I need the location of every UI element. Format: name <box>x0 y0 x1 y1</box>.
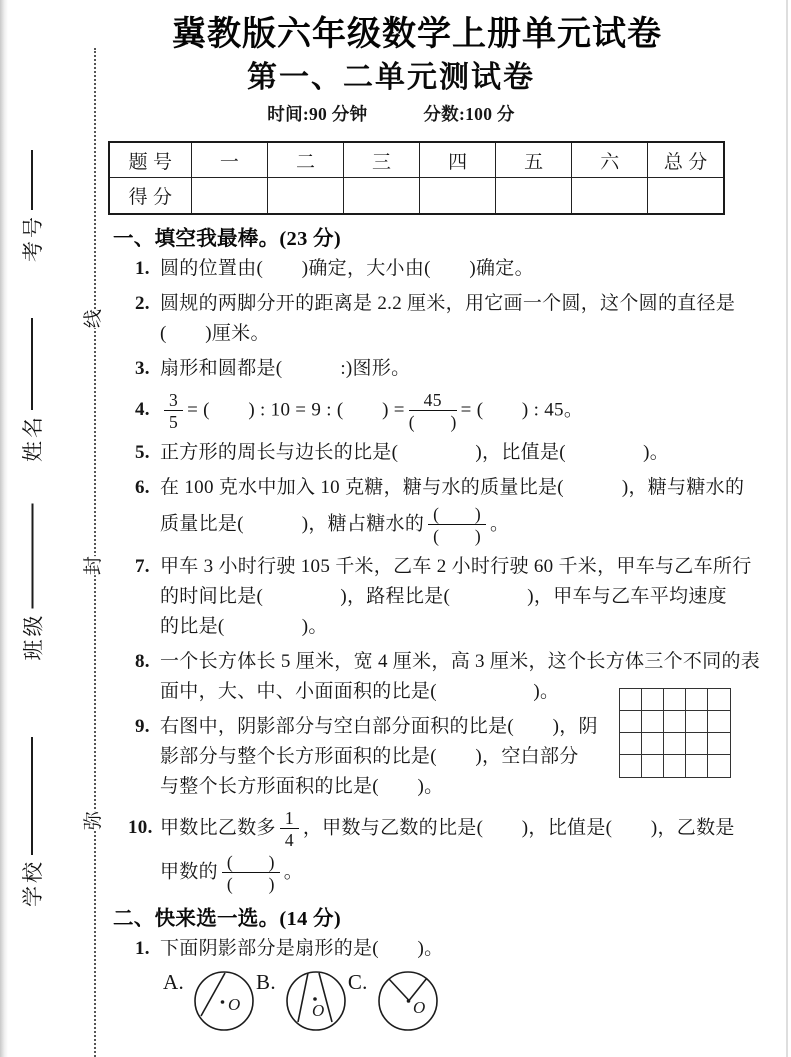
question-number: 3. <box>135 358 150 379</box>
score-col-header: 二 <box>268 142 344 178</box>
question-text: 面中，大、中、小面面积的比是( )。 <box>160 681 560 702</box>
question-line <box>135 934 749 964</box>
seal-char-3: 弥 <box>83 810 105 831</box>
score-cell <box>572 178 648 215</box>
section-2-heading: 二、快来选一选。(14 分) <box>113 908 341 930</box>
option-a-label: A. <box>163 970 185 994</box>
grid-cell <box>642 733 664 755</box>
fraction-denominator: ( ) <box>433 526 482 546</box>
answer-options-row <box>113 969 749 1033</box>
question-number: 8. <box>135 651 150 672</box>
question-text: 在 100 克水中加入 10 克糖，糖与水的质量比是( )，糖与糖水的 <box>160 477 745 498</box>
center-letter-c: O <box>412 998 426 1017</box>
grid-cell <box>708 733 730 755</box>
question-text: = ( ) : 45。 <box>460 399 584 421</box>
margin-field-4 <box>15 737 49 907</box>
score-cell <box>648 178 724 215</box>
margin-field-label: 姓名 <box>21 414 45 462</box>
question-text: 圆的位置由( )确定，大小由( )确定。 <box>160 258 534 279</box>
score-col-header: 六 <box>572 142 648 178</box>
question-text: 甲数的 <box>160 861 218 883</box>
question-line <box>160 612 749 642</box>
option-a <box>163 969 256 1033</box>
option-b <box>256 969 348 1033</box>
fraction <box>222 852 280 894</box>
question <box>113 934 749 964</box>
page-title: 冀教版六年级数学上册单元试卷 <box>172 14 662 54</box>
score-table-corner-label: 题 号 <box>109 142 192 178</box>
grid-cell <box>620 755 642 777</box>
question-number: 2. <box>135 293 150 314</box>
score-col-header: 总 分 <box>648 142 724 178</box>
margin-field-3 <box>15 504 49 661</box>
question-text: 右图中，阴影部分与空白部分面积的比是( )，阴 <box>160 716 598 737</box>
question-text: 下面阴影部分是扇形的是( )。 <box>160 938 444 959</box>
grid-cell <box>708 755 730 777</box>
margin-field-blank-line <box>31 150 33 210</box>
question <box>113 438 749 468</box>
grid-cell <box>664 733 686 755</box>
grid-cell <box>686 711 708 733</box>
question-text: 的时间比是( )，路程比是( )，甲车与乙车平均速度 <box>160 586 727 607</box>
question <box>113 289 749 349</box>
fraction <box>164 390 183 432</box>
margin-field-blank-line <box>31 737 33 855</box>
question-number: 5. <box>135 442 150 463</box>
question-line <box>135 354 749 384</box>
option-c-label: C. <box>347 970 368 994</box>
question-number: 6. <box>135 477 150 498</box>
grid-cell <box>664 689 686 711</box>
margin-field-1 <box>15 150 49 262</box>
seal-char-1: 线 <box>83 308 105 329</box>
section-2-questions <box>113 934 749 964</box>
score-table-score-row <box>109 178 724 215</box>
fraction-denominator: 5 <box>169 412 179 432</box>
score-cell <box>420 178 496 215</box>
question-line <box>160 503 749 547</box>
margin-field-2 <box>15 318 49 462</box>
grid-cell <box>708 711 730 733</box>
question-text: ( )厘米。 <box>160 323 270 344</box>
section-2 <box>113 906 749 1033</box>
question-line <box>135 254 749 284</box>
question-line <box>135 289 749 319</box>
question-text: 甲数比乙数多 <box>160 817 276 839</box>
question-text: 。 <box>490 513 510 535</box>
question-line <box>135 438 749 468</box>
question <box>113 389 749 433</box>
grid-cell <box>664 711 686 733</box>
score-row-label: 得 分 <box>109 178 192 215</box>
fraction <box>428 504 486 546</box>
question-line <box>160 582 749 612</box>
seal-char-2: 封 <box>83 555 105 576</box>
grid-cell <box>642 689 664 711</box>
question-text: 扇形和圆都是( :)图形。 <box>160 358 411 379</box>
question <box>113 254 749 284</box>
score-cell <box>496 178 572 215</box>
score-col-header: 四 <box>420 142 496 178</box>
grid-cell <box>642 711 664 733</box>
question-text: 的比是( )。 <box>160 616 328 637</box>
paper-main-column <box>113 12 761 1033</box>
grid-cell <box>620 733 642 755</box>
grid-cell <box>642 755 664 777</box>
score-cell <box>268 178 344 215</box>
fraction-numerator: 1 <box>280 808 299 829</box>
question-number: 1. <box>135 938 150 959</box>
fraction-numerator: ( ) <box>428 504 486 525</box>
seal-dotted-line <box>94 48 96 1057</box>
fraction-denominator: ( ) <box>408 412 457 432</box>
grid-cell <box>686 755 708 777</box>
score-cell <box>192 178 268 215</box>
question-line <box>135 389 749 433</box>
score-label: 分数:100 分 <box>423 104 515 124</box>
option-c <box>348 969 440 1033</box>
page-edge-right <box>786 0 788 1057</box>
section-1-questions <box>113 254 761 895</box>
question <box>113 552 752 642</box>
question-text: = ( ) : 10 = 9 : ( ) = <box>187 399 405 421</box>
question-text: 正方形的周长与边长的比是( )，比值是( )。 <box>160 442 670 463</box>
question-text: ，甲数与乙数的比是( )，比值是( )，乙数是 <box>302 817 735 839</box>
question-text: 。 <box>283 861 304 883</box>
fraction-denominator: ( ) <box>226 874 275 894</box>
score-table-header-row <box>109 142 724 178</box>
fraction-numerator: 3 <box>164 390 183 411</box>
question <box>113 473 749 547</box>
question-line <box>128 807 749 851</box>
question-text: 影部分与整个长方形面积的比是( )，空白部分 <box>160 746 579 767</box>
center-letter-a: O <box>228 995 241 1014</box>
question-number: 1. <box>135 258 150 279</box>
margin-field-label: 学校 <box>21 859 45 907</box>
test-subtitle: 第一、二单元测试卷 <box>247 61 535 94</box>
question-line <box>135 473 749 503</box>
question-text: 圆规的两脚分开的距离是 2.2 厘米，用它画一个圆，这个圆的直径是 <box>160 293 736 314</box>
score-table <box>108 141 725 215</box>
question-line <box>160 319 749 349</box>
question-number: 10. <box>128 817 153 839</box>
grid-cell <box>664 755 686 777</box>
circle-sector-figure-c <box>376 969 440 1033</box>
margin-field-blank-line <box>31 504 33 609</box>
question-text: 甲车 3 小时行驶 105 千米，乙车 2 小时行驶 60 千米，甲车与乙车所行 <box>160 556 752 577</box>
question-text: 一个长方体长 5 厘米，宽 4 厘米，高 3 厘米，这个长方体三个不同的表 <box>160 651 761 672</box>
grid-cell <box>708 689 730 711</box>
fraction-numerator: ( ) <box>222 852 280 873</box>
fraction <box>280 808 299 850</box>
margin-field-blank-line <box>31 318 33 410</box>
circle-two-chords-figure-b <box>284 969 348 1033</box>
score-col-header: 五 <box>496 142 572 178</box>
question-number: 9. <box>135 716 150 737</box>
score-cell <box>344 178 420 215</box>
page-edge-left <box>0 0 8 1057</box>
question <box>113 354 749 384</box>
grid-cell <box>620 689 642 711</box>
time-label: 时间:90 分钟 <box>267 104 368 124</box>
question-text: 与整个长方形面积的比是( )。 <box>160 776 444 797</box>
question <box>113 712 749 802</box>
meta-line <box>73 101 709 126</box>
question-number: 4. <box>135 399 150 421</box>
section-1-heading: 一、填空我最棒。(23 分) <box>113 228 341 250</box>
circle-chord-figure-a <box>192 969 256 1033</box>
score-col-header: 三 <box>344 142 420 178</box>
grid-cell <box>686 733 708 755</box>
fraction <box>409 390 457 432</box>
fraction-denominator: 4 <box>284 830 294 850</box>
grid-cell <box>620 711 642 733</box>
subtitle-block <box>73 59 709 126</box>
margin-field-label: 班级 <box>21 612 45 661</box>
fraction-numerator: 45 <box>409 390 457 411</box>
question-line <box>135 647 761 677</box>
margin-field-label: 考号 <box>21 214 45 262</box>
question-line <box>135 552 752 582</box>
center-letter-b: O <box>311 1001 325 1020</box>
grid-cell <box>686 689 708 711</box>
option-b-label: B. <box>256 970 276 994</box>
question-line <box>160 851 749 895</box>
section-1 <box>113 226 761 895</box>
question-text: 质量比是( )，糖占糖水的 <box>160 513 425 535</box>
question-number: 7. <box>135 556 150 577</box>
grid-figure <box>619 688 731 778</box>
question <box>113 807 749 895</box>
score-col-header: 一 <box>192 142 268 178</box>
